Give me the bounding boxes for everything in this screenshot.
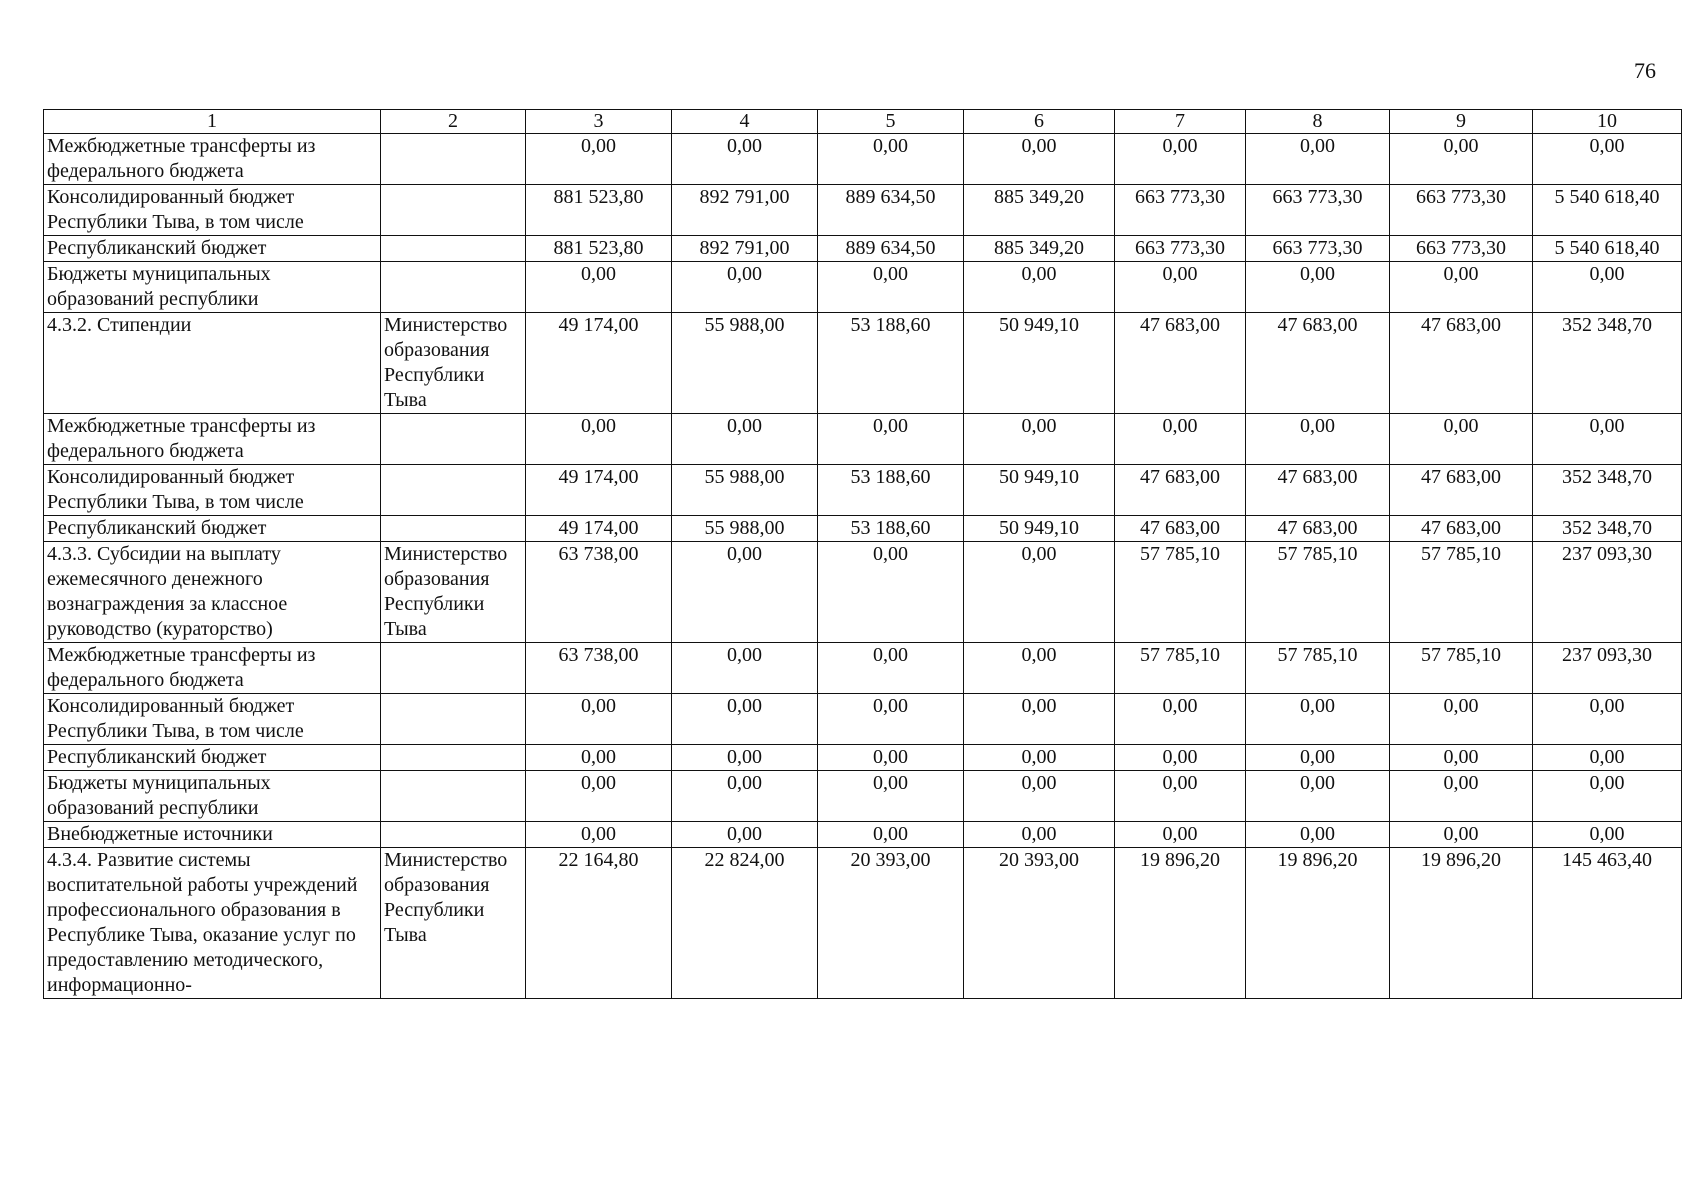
cell-value: 0,00 <box>1390 822 1533 848</box>
cell-value: 0,00 <box>672 745 818 771</box>
row-responsible <box>381 236 526 262</box>
table-row <box>44 185 1682 236</box>
cell-value: 0,00 <box>526 745 672 771</box>
cell-value: 352 348,70 <box>1533 313 1682 414</box>
cell-value: 47 683,00 <box>1390 516 1533 542</box>
cell-value: 0,00 <box>1390 414 1533 465</box>
cell-value: 0,00 <box>1246 822 1390 848</box>
table-row <box>44 134 1682 185</box>
cell-value: 0,00 <box>818 643 964 694</box>
cell-value: 19 896,20 <box>1390 848 1533 999</box>
cell-value: 5 540 618,40 <box>1533 185 1682 236</box>
cell-value: 55 988,00 <box>672 313 818 414</box>
cell-value: 20 393,00 <box>964 848 1115 999</box>
cell-value: 0,00 <box>1533 414 1682 465</box>
cell-value: 0,00 <box>672 822 818 848</box>
cell-value: 53 188,60 <box>818 516 964 542</box>
cell-value: 0,00 <box>672 414 818 465</box>
column-number: 7 <box>1115 110 1246 134</box>
cell-value: 663 773,30 <box>1115 185 1246 236</box>
cell-value: 0,00 <box>1115 745 1246 771</box>
cell-value: 889 634,50 <box>818 236 964 262</box>
cell-value: 50 949,10 <box>964 465 1115 516</box>
cell-value: 0,00 <box>964 134 1115 185</box>
cell-value: 0,00 <box>1533 694 1682 745</box>
row-responsible <box>381 414 526 465</box>
cell-value: 237 093,30 <box>1533 542 1682 643</box>
cell-value: 881 523,80 <box>526 185 672 236</box>
cell-value: 0,00 <box>1246 414 1390 465</box>
row-name: Межбюджетные трансферты из федерального бюджета <box>44 643 381 694</box>
cell-value: 885 349,20 <box>964 236 1115 262</box>
cell-value: 0,00 <box>1115 414 1246 465</box>
cell-value: 0,00 <box>964 694 1115 745</box>
cell-value: 0,00 <box>1115 134 1246 185</box>
cell-value: 889 634,50 <box>818 185 964 236</box>
cell-value: 0,00 <box>1533 262 1682 313</box>
cell-value: 0,00 <box>964 771 1115 822</box>
cell-value: 57 785,10 <box>1115 643 1246 694</box>
cell-value: 0,00 <box>526 822 672 848</box>
cell-value: 0,00 <box>1390 745 1533 771</box>
cell-value: 0,00 <box>672 643 818 694</box>
column-number: 1 <box>44 110 381 134</box>
column-number: 9 <box>1390 110 1533 134</box>
table-row <box>44 262 1682 313</box>
cell-value: 0,00 <box>526 694 672 745</box>
row-responsible <box>381 745 526 771</box>
cell-value: 0,00 <box>672 542 818 643</box>
cell-value: 0,00 <box>672 694 818 745</box>
cell-value: 19 896,20 <box>1246 848 1390 999</box>
table-row <box>44 694 1682 745</box>
cell-value: 57 785,10 <box>1246 643 1390 694</box>
row-name: Республиканский бюджет <box>44 516 381 542</box>
cell-value: 145 463,40 <box>1533 848 1682 999</box>
cell-value: 0,00 <box>1533 771 1682 822</box>
cell-value: 47 683,00 <box>1115 465 1246 516</box>
row-name: 4.3.4. Развитие системы воспитательной работы учреждений профессионального образования в Республике Тыва, оказание услуг по предоставлению методического, информационно- <box>44 848 381 999</box>
cell-value: 0,00 <box>1246 694 1390 745</box>
column-number: 6 <box>964 110 1115 134</box>
cell-value: 57 785,10 <box>1390 542 1533 643</box>
cell-value: 0,00 <box>1246 745 1390 771</box>
cell-value: 0,00 <box>1115 771 1246 822</box>
cell-value: 0,00 <box>1246 134 1390 185</box>
cell-value: 49 174,00 <box>526 516 672 542</box>
cell-value: 237 093,30 <box>1533 643 1682 694</box>
table-row <box>44 822 1682 848</box>
table-row <box>44 745 1682 771</box>
row-name: 4.3.2. Стипендии <box>44 313 381 414</box>
row-name: 4.3.3. Субсидии на выплату ежемесячного денежного вознаграждения за классное руководство (кураторство) <box>44 542 381 643</box>
cell-value: 47 683,00 <box>1390 313 1533 414</box>
cell-value: 0,00 <box>964 542 1115 643</box>
cell-value: 0,00 <box>1390 694 1533 745</box>
cell-value: 0,00 <box>1533 134 1682 185</box>
row-name: Консолидированный бюджет Республики Тыва, в том числе <box>44 694 381 745</box>
row-responsible: Министерство образования Республики Тыва <box>381 542 526 643</box>
column-number-row <box>44 110 1682 134</box>
cell-value: 47 683,00 <box>1115 516 1246 542</box>
cell-value: 352 348,70 <box>1533 516 1682 542</box>
cell-value: 0,00 <box>526 414 672 465</box>
cell-value: 0,00 <box>818 771 964 822</box>
column-number: 5 <box>818 110 964 134</box>
cell-value: 55 988,00 <box>672 516 818 542</box>
cell-value: 663 773,30 <box>1115 236 1246 262</box>
cell-value: 663 773,30 <box>1390 236 1533 262</box>
cell-value: 0,00 <box>526 771 672 822</box>
cell-value: 0,00 <box>1246 262 1390 313</box>
cell-value: 19 896,20 <box>1115 848 1246 999</box>
row-name: Республиканский бюджет <box>44 236 381 262</box>
cell-value: 0,00 <box>964 643 1115 694</box>
row-name: Внебюджетные источники <box>44 822 381 848</box>
cell-value: 663 773,30 <box>1246 185 1390 236</box>
budget-table <box>43 109 1682 999</box>
table-row <box>44 771 1682 822</box>
page-number: 76 <box>1634 58 1656 83</box>
cell-value: 53 188,60 <box>818 465 964 516</box>
cell-value: 47 683,00 <box>1246 465 1390 516</box>
cell-value: 885 349,20 <box>964 185 1115 236</box>
cell-value: 0,00 <box>1115 694 1246 745</box>
cell-value: 0,00 <box>1390 771 1533 822</box>
cell-value: 47 683,00 <box>1246 313 1390 414</box>
cell-value: 663 773,30 <box>1390 185 1533 236</box>
column-number: 3 <box>526 110 672 134</box>
row-responsible <box>381 185 526 236</box>
row-name: Бюджеты муниципальных образований республики <box>44 771 381 822</box>
cell-value: 57 785,10 <box>1390 643 1533 694</box>
cell-value: 0,00 <box>818 134 964 185</box>
cell-value: 892 791,00 <box>672 236 818 262</box>
cell-value: 47 683,00 <box>1390 465 1533 516</box>
row-responsible <box>381 771 526 822</box>
row-name: Консолидированный бюджет Республики Тыва, в том числе <box>44 185 381 236</box>
table-row <box>44 643 1682 694</box>
cell-value: 892 791,00 <box>672 185 818 236</box>
cell-value: 57 785,10 <box>1246 542 1390 643</box>
row-responsible <box>381 134 526 185</box>
cell-value: 0,00 <box>964 414 1115 465</box>
cell-value: 0,00 <box>1246 771 1390 822</box>
cell-value: 0,00 <box>818 262 964 313</box>
cell-value: 0,00 <box>818 822 964 848</box>
table-row <box>44 516 1682 542</box>
cell-value: 55 988,00 <box>672 465 818 516</box>
cell-value: 0,00 <box>672 262 818 313</box>
cell-value: 53 188,60 <box>818 313 964 414</box>
cell-value: 352 348,70 <box>1533 465 1682 516</box>
cell-value: 0,00 <box>1533 745 1682 771</box>
row-responsible <box>381 694 526 745</box>
cell-value: 0,00 <box>1390 134 1533 185</box>
cell-value: 0,00 <box>818 542 964 643</box>
cell-value: 63 738,00 <box>526 643 672 694</box>
column-number: 2 <box>381 110 526 134</box>
cell-value: 0,00 <box>818 414 964 465</box>
cell-value: 0,00 <box>672 771 818 822</box>
column-number: 10 <box>1533 110 1682 134</box>
cell-value: 22 824,00 <box>672 848 818 999</box>
cell-value: 0,00 <box>964 262 1115 313</box>
cell-value: 47 683,00 <box>1115 313 1246 414</box>
row-responsible <box>381 465 526 516</box>
cell-value: 0,00 <box>964 822 1115 848</box>
cell-value: 0,00 <box>526 134 672 185</box>
row-name: Бюджеты муниципальных образований республики <box>44 262 381 313</box>
cell-value: 0,00 <box>1115 262 1246 313</box>
table-row <box>44 414 1682 465</box>
cell-value: 20 393,00 <box>818 848 964 999</box>
row-responsible <box>381 643 526 694</box>
cell-value: 0,00 <box>1390 262 1533 313</box>
cell-value: 0,00 <box>1115 822 1246 848</box>
cell-value: 881 523,80 <box>526 236 672 262</box>
row-name: Республиканский бюджет <box>44 745 381 771</box>
cell-value: 50 949,10 <box>964 313 1115 414</box>
cell-value: 0,00 <box>818 745 964 771</box>
table-row <box>44 542 1682 643</box>
row-responsible: Министерство образования Республики Тыва <box>381 848 526 999</box>
table-row <box>44 848 1682 999</box>
column-number: 4 <box>672 110 818 134</box>
row-name: Межбюджетные трансферты из федерального бюджета <box>44 414 381 465</box>
row-responsible <box>381 262 526 313</box>
row-name: Межбюджетные трансферты из федерального бюджета <box>44 134 381 185</box>
cell-value: 49 174,00 <box>526 465 672 516</box>
cell-value: 0,00 <box>526 262 672 313</box>
table-row <box>44 236 1682 262</box>
cell-value: 50 949,10 <box>964 516 1115 542</box>
cell-value: 0,00 <box>672 134 818 185</box>
cell-value: 0,00 <box>964 745 1115 771</box>
row-responsible <box>381 516 526 542</box>
cell-value: 0,00 <box>818 694 964 745</box>
row-name: Консолидированный бюджет Республики Тыва, в том числе <box>44 465 381 516</box>
cell-value: 47 683,00 <box>1246 516 1390 542</box>
cell-value: 22 164,80 <box>526 848 672 999</box>
table-row <box>44 465 1682 516</box>
cell-value: 63 738,00 <box>526 542 672 643</box>
column-number: 8 <box>1246 110 1390 134</box>
cell-value: 57 785,10 <box>1115 542 1246 643</box>
cell-value: 49 174,00 <box>526 313 672 414</box>
cell-value: 5 540 618,40 <box>1533 236 1682 262</box>
row-responsible <box>381 822 526 848</box>
cell-value: 663 773,30 <box>1246 236 1390 262</box>
table-row <box>44 313 1682 414</box>
row-responsible: Министерство образования Республики Тыва <box>381 313 526 414</box>
cell-value: 0,00 <box>1533 822 1682 848</box>
